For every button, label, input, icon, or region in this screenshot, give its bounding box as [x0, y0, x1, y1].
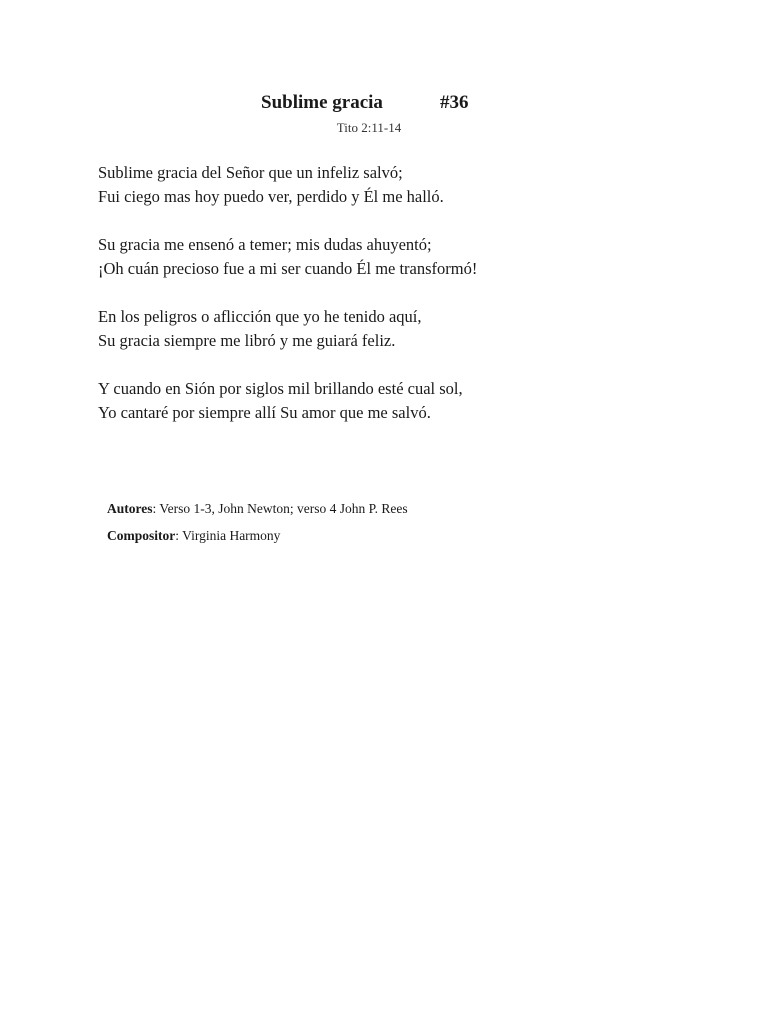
authors-credit [107, 495, 707, 522]
verse-line: En los peligros o aflicción que yo he tenido aquí, [98, 307, 422, 326]
verse-line: ¡Oh cuán precioso fue a mi ser cuando Él me transformó! [98, 259, 478, 278]
hymn-number: #36 [440, 92, 469, 113]
title-row [0, 92, 768, 118]
hymn-title: Sublime gracia [261, 92, 383, 113]
scripture-reference: Tito 2:11-14 [336, 120, 402, 135]
verse-3 [98, 305, 698, 353]
verse-line: Yo cantaré por siempre allí Su amor que me salvó. [98, 403, 431, 422]
verse-line: Su gracia me ensenó a temer; mis dudas ahuyentó; [98, 235, 432, 254]
credits [107, 495, 707, 549]
verse-2 [98, 233, 698, 281]
authors-label: Autores [107, 501, 153, 516]
verse-line: Su gracia siempre me libró y me guiará feliz. [98, 331, 396, 350]
verse-line: Fui ciego mas hoy puedo ver, perdido y Él me halló. [98, 187, 444, 206]
composer-value: : Virginia Harmony [175, 528, 281, 543]
composer-label: Compositor [107, 528, 176, 543]
verses [98, 161, 698, 449]
composer-credit [107, 522, 707, 549]
verse-line: Y cuando en Sión por siglos mil brillando esté cual sol, [98, 379, 463, 398]
verse-4 [98, 377, 698, 425]
authors-value: : Verso 1-3, John Newton; verso 4 John P. Rees [152, 501, 408, 516]
verse-line: Sublime gracia del Señor que un infeliz salvó; [98, 163, 403, 182]
verse-1 [98, 161, 698, 209]
